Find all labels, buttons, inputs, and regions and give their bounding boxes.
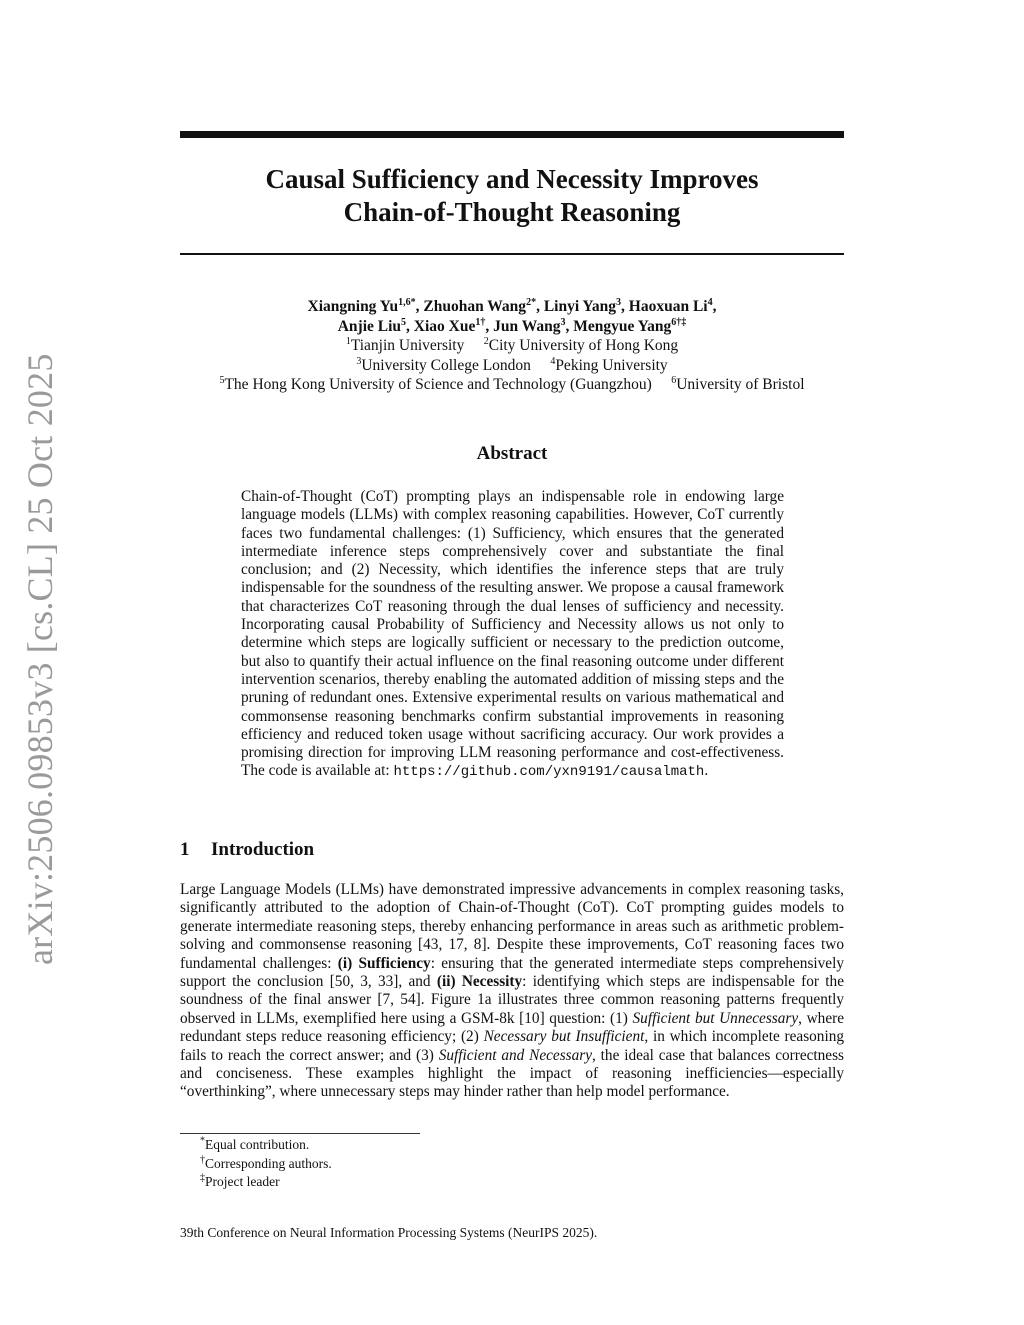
abstract-body xyxy=(241,488,784,782)
footnote-text: Project leader xyxy=(205,1174,280,1189)
affiliations-line-3 xyxy=(130,375,894,395)
title-bottom-rule xyxy=(180,253,844,255)
intro-text: : identifying which steps are indispensable for the soundness of the final answer [7, 54]. Figure 1a illustrates three common reasoning patterns frequently observed in LLMs, exemplified here using a GSM-8k [10] question: (1) xyxy=(180,973,844,1027)
author-affiliation-marker: 4 xyxy=(707,296,713,308)
footnote-marker: ‡ xyxy=(200,1172,205,1184)
intro-text: Large Language Models (LLMs) have demonstrated impressive advancements in complex reasoning tasks, significantly attributed to the adoption of Chain-of-Thought (CoT). CoT prompting guides models to generate intermediate reasoning steps, thereby enhancing performance in areas such as arithmetic problem-solving and commonsense reasoning [43, 17, 8]. Despite these improvements, CoT reasoning faces two fundamental challenges: xyxy=(180,881,844,972)
corresponding-author-mark: †‡ xyxy=(676,316,687,328)
author-name: Xiao Xue xyxy=(413,317,476,335)
author-affiliation-marker: 1,6 xyxy=(398,296,411,308)
author-name: Anjie Liu xyxy=(337,317,402,335)
abstract-heading: Abstract xyxy=(476,443,548,464)
author-name: Mengyue Yang xyxy=(573,317,672,335)
abstract-end: . xyxy=(704,762,709,780)
equal-contribution-mark: * xyxy=(410,296,416,308)
affiliation-number: 3 xyxy=(356,355,362,367)
author-block xyxy=(130,297,894,395)
intro-bold-necessity: (ii) Necessity xyxy=(436,973,523,991)
affiliation: Peking University xyxy=(555,356,668,374)
corresponding-author-mark: † xyxy=(480,316,486,328)
affiliation-number: 6 xyxy=(671,374,677,386)
affiliation: The Hong Kong University of Science and Technology (Guangzhou) xyxy=(224,376,652,393)
footnote-marker: * xyxy=(200,1135,205,1147)
intro-text: , where redundant steps reduce reasoning efficiency; (2) xyxy=(180,1009,844,1046)
author-names-line-1: Xiangning $Yu^{1,6*}$, Zhuohan Wang$^{2*}$, Linyi Yang$^3$, Haoxuan Li$^4$, xyxy=(307,296,717,315)
footnote-project-leader xyxy=(200,1173,700,1192)
author-name: Haoxuan Li xyxy=(628,298,708,315)
author-affiliation-marker: 5 xyxy=(401,316,407,328)
footnotes xyxy=(200,1136,700,1192)
author-name: Jun Wang xyxy=(493,317,561,335)
affiliation: University of Bristol xyxy=(676,376,805,393)
affiliation: Tianjin University xyxy=(350,337,465,354)
section-heading-introduction xyxy=(180,839,844,861)
section-number: 1 xyxy=(180,839,190,860)
intro-text: , in which incomplete reasoning fails to reach the correct answer; and (3) xyxy=(180,1028,844,1064)
abstract-text: Chain-of-Thought (CoT) prompting plays an indispensable role in endowing large language models (LLMs) with complex reasoning capabilities. However, CoT currently faces two fundamental challenges: (1) Sufficiency, which ensures that the generated intermediate inference steps comprehensively cover and substantiate the final conclusion; and (2) Necessity, which identifies the inference steps that are truly indispensable for the soundness of the resulting answer. We propose a causal framework that characterizes CoT reasoning through the dual lenses of sufficiency and necessity. Incorporating causal Probability of Sufficiency and Necessity allows us not only to determine which steps are logically sufficient or necessary to the prediction outcome, but also to quantify their actual influence on the final reasoning outcome under different intervention scenarios, thereby enabling the automated addition of missing steps and the pruning of redundant ones. Extensive experimental results on various mathematical and commonsense reasoning benchmarks confirm substantial improvements in reasoning efficiency and reduced token usage without sacrificing accuracy. Our work provides a promising direction for improving LLM reasoning performance and cost-effectiveness. The code is available at: xyxy=(241,488,784,780)
footnote-marker: † xyxy=(200,1154,205,1165)
author-affiliation-marker: 3 xyxy=(616,296,622,308)
title-line-1: Causal Sufficiency and Necessity Improves xyxy=(265,164,759,194)
author-name: Linyi Yang xyxy=(543,298,617,315)
intro-italic-pattern: Necessary but Insufficient xyxy=(483,1028,645,1046)
arxiv-identifier: arXiv:2506.09853v3 [cs.CL] 25 Oct 2025 xyxy=(20,353,60,965)
affiliations-line-1 xyxy=(130,336,894,356)
intro-text: , the ideal case that balances correctness and conciseness. These examples highlight the impact of reasoning inefficiencies—especially “overthinking”, where unnecessary steps may hinder rather than help model performance. xyxy=(180,1046,845,1101)
equal-contribution-mark: * xyxy=(531,296,537,308)
author-name: Zhuohan Wang xyxy=(423,298,527,315)
affiliation: University College London xyxy=(361,356,531,374)
title-top-rule xyxy=(180,131,844,138)
footnote-rule xyxy=(180,1133,420,1134)
affiliation: City University of Hong Kong xyxy=(488,337,679,354)
intro-text: : ensuring that the generated intermediate steps comprehensively support the conclusion [50, 3, 33], and xyxy=(180,954,844,991)
intro-italic-pattern: Sufficient and Necessary xyxy=(438,1046,592,1064)
conference-note: 39th Conference on Neural Information Processing Systems (NeurIPS 2025). xyxy=(180,1225,598,1240)
affiliations-line-2 xyxy=(130,356,894,376)
author-names-line-2: Anjie Liu$^5$, Xiao Xue$^{1\dagger}$, Jun Wang$^3$, Mengyue Yang$^{6\dagger\ddagger}$ xyxy=(337,316,687,335)
intro-bold-sufficiency: (i) Sufficiency xyxy=(337,954,431,972)
footnote-corresponding-authors xyxy=(200,1155,700,1174)
author-affiliation-marker: 6 xyxy=(671,316,677,328)
author-name: Xiangning Yu xyxy=(307,298,399,315)
intro-italic-pattern: Sufficient but Unnecessary xyxy=(632,1009,799,1027)
footnote-equal-contribution xyxy=(200,1136,700,1155)
affiliation-number: 5 xyxy=(219,374,225,386)
author-affiliation-marker: 3 xyxy=(560,316,566,328)
code-link[interactable]: https://github.com/yxn9191/causalmath xyxy=(393,764,705,781)
footnote-text: Corresponding authors. xyxy=(205,1155,332,1171)
title-line-2: Chain-of-Thought Reasoning xyxy=(343,197,681,227)
author-affiliation-marker: 1 xyxy=(475,316,481,328)
affiliation-number: 1 xyxy=(345,335,351,347)
affiliation-number: 4 xyxy=(550,355,556,367)
footnote-text: Equal contribution. xyxy=(205,1137,310,1152)
introduction-paragraph xyxy=(180,881,844,1102)
section-title: Introduction xyxy=(211,839,315,860)
affiliation-number: 2 xyxy=(483,335,489,347)
author-affiliation-marker: 2 xyxy=(526,296,532,308)
paper-title xyxy=(180,163,844,229)
